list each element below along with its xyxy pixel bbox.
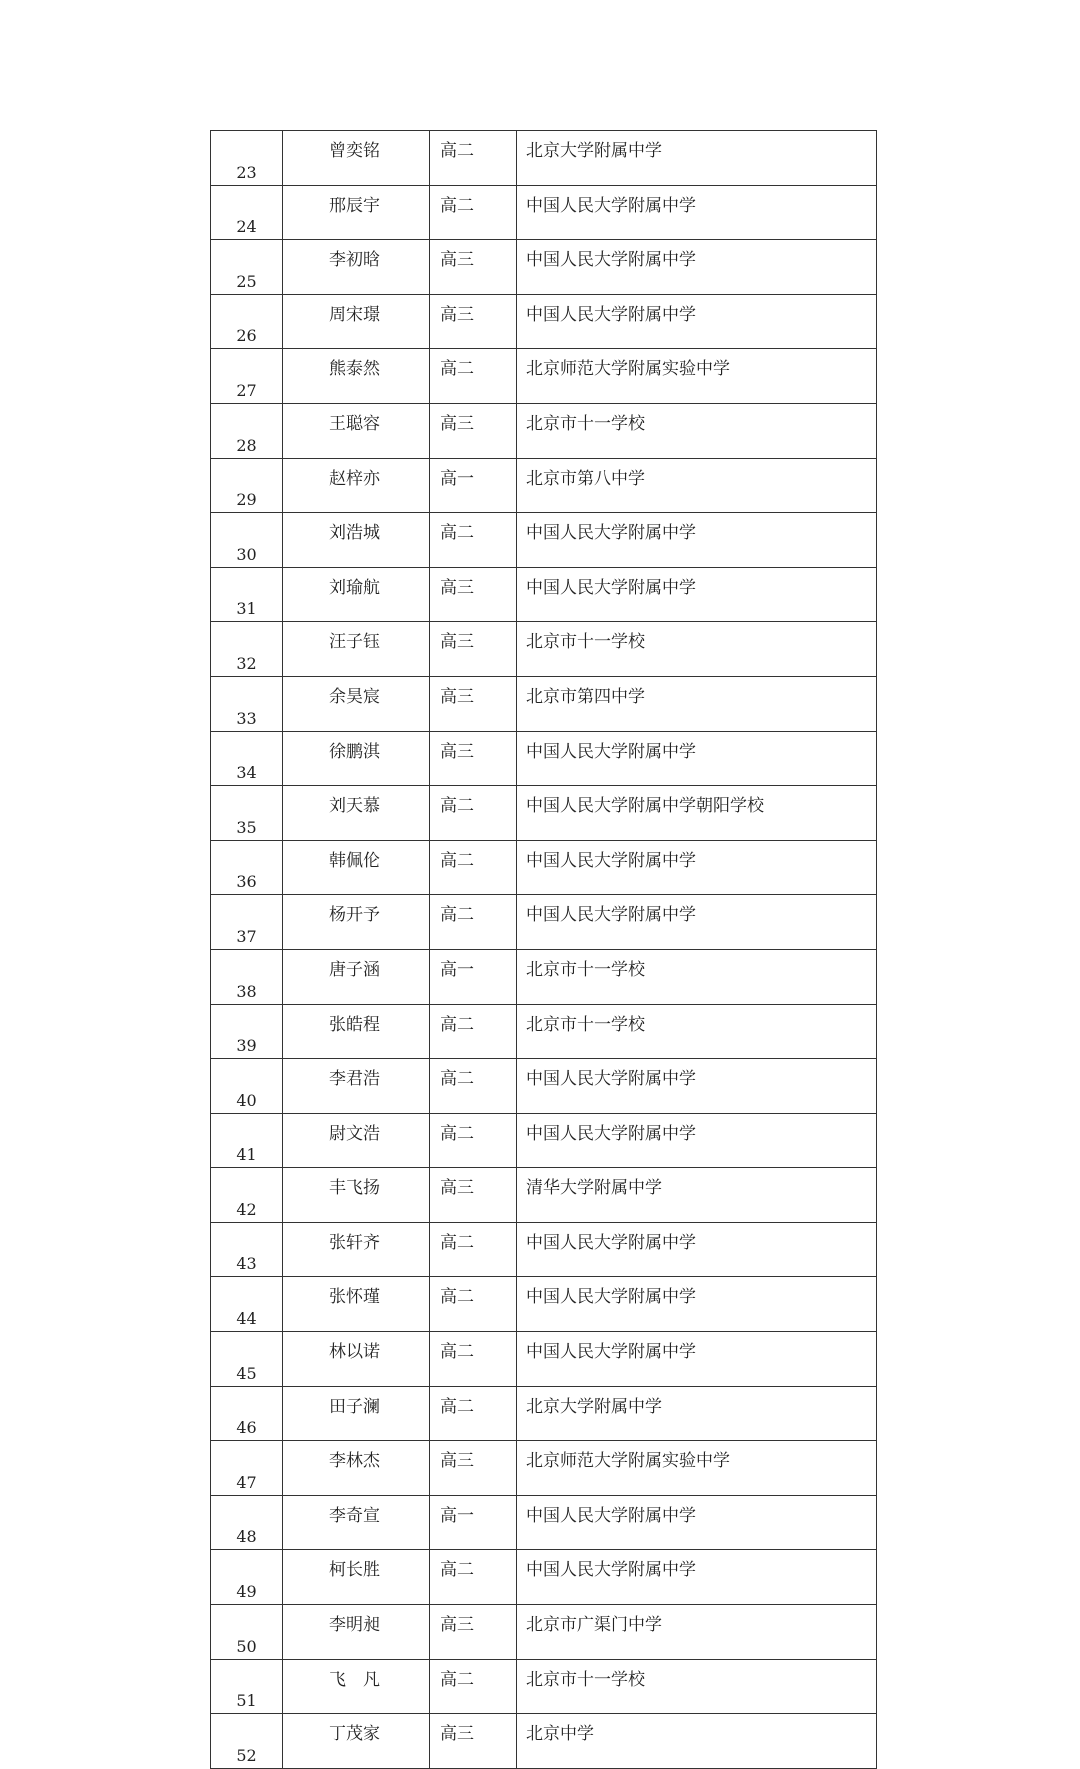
school-name: 中国人民大学附属中学: [517, 895, 877, 950]
table-row: [211, 1059, 877, 1114]
grade-level: 高三: [430, 403, 517, 458]
row-number: 23: [211, 131, 283, 186]
student-name: 杨开予: [283, 895, 430, 950]
student-name: 李初晗: [283, 240, 430, 295]
student-name: 张轩齐: [283, 1222, 430, 1277]
grade-level: 高二: [430, 1222, 517, 1277]
school-name: 北京市十一学校: [517, 949, 877, 1004]
table-row: [211, 185, 877, 240]
school-name: 中国人民大学附属中学: [517, 1222, 877, 1277]
row-number: 32: [211, 622, 283, 677]
school-name: 中国人民大学附属中学: [517, 185, 877, 240]
student-name: 张皓程: [283, 1004, 430, 1059]
row-number: 24: [211, 185, 283, 240]
school-name: 北京师范大学附属实验中学: [517, 349, 877, 404]
table-row: [211, 1222, 877, 1277]
student-name: 丰飞扬: [283, 1168, 430, 1223]
grade-level: 高三: [430, 567, 517, 622]
school-name: 中国人民大学附属中学: [517, 294, 877, 349]
student-name: 周宋璟: [283, 294, 430, 349]
table-row: [211, 676, 877, 731]
table-row: [211, 349, 877, 404]
row-number: 30: [211, 513, 283, 568]
student-name: 熊泰然: [283, 349, 430, 404]
school-name: 北京市广渠门中学: [517, 1605, 877, 1660]
table-row: [211, 840, 877, 895]
row-number: 25: [211, 240, 283, 295]
student-name: 田子澜: [283, 1386, 430, 1441]
row-number: 35: [211, 786, 283, 841]
grade-level: 高二: [430, 786, 517, 841]
grade-level: 高三: [430, 622, 517, 677]
grade-level: 高二: [430, 513, 517, 568]
table-row: [211, 1714, 877, 1769]
student-name: 张怀瑾: [283, 1277, 430, 1332]
grade-level: 高三: [430, 1168, 517, 1223]
table-row: [211, 1441, 877, 1496]
roster-table-body: [211, 131, 877, 1769]
student-name: 徐鹏淇: [283, 731, 430, 786]
row-number: 42: [211, 1168, 283, 1223]
table-row: [211, 1277, 877, 1332]
row-number: 37: [211, 895, 283, 950]
row-number: 43: [211, 1222, 283, 1277]
row-number: 34: [211, 731, 283, 786]
grade-level: 高二: [430, 1004, 517, 1059]
student-name: 尉文浩: [283, 1113, 430, 1168]
grade-level: 高三: [430, 731, 517, 786]
grade-level: 高二: [430, 1550, 517, 1605]
row-number: 51: [211, 1659, 283, 1714]
school-name: 北京市十一学校: [517, 1004, 877, 1059]
student-name: 李君浩: [283, 1059, 430, 1114]
grade-level: 高二: [430, 895, 517, 950]
student-name: 曾奕铭: [283, 131, 430, 186]
grade-level: 高二: [430, 1386, 517, 1441]
row-number: 50: [211, 1605, 283, 1660]
school-name: 中国人民大学附属中学: [517, 567, 877, 622]
grade-level: 高二: [430, 840, 517, 895]
school-name: 北京市第四中学: [517, 676, 877, 731]
grade-level: 高三: [430, 1714, 517, 1769]
table-row: [211, 1004, 877, 1059]
school-name: 北京大学附属中学: [517, 1386, 877, 1441]
grade-level: 高一: [430, 458, 517, 513]
table-row: [211, 622, 877, 677]
grade-level: 高二: [430, 1659, 517, 1714]
grade-level: 高二: [430, 1059, 517, 1114]
student-name: 林以诺: [283, 1332, 430, 1387]
table-row: [211, 240, 877, 295]
student-name: 丁茂家: [283, 1714, 430, 1769]
student-name: 飞 凡: [283, 1659, 430, 1714]
row-number: 47: [211, 1441, 283, 1496]
student-name: 邢辰宇: [283, 185, 430, 240]
school-name: 北京市十一学校: [517, 403, 877, 458]
grade-level: 高三: [430, 1605, 517, 1660]
grade-level: 高二: [430, 131, 517, 186]
school-name: 北京大学附属中学: [517, 131, 877, 186]
row-number: 27: [211, 349, 283, 404]
grade-level: 高一: [430, 1495, 517, 1550]
table-row: [211, 1659, 877, 1714]
school-name: 中国人民大学附属中学朝阳学校: [517, 786, 877, 841]
student-name: 韩佩伦: [283, 840, 430, 895]
school-name: 北京中学: [517, 1714, 877, 1769]
grade-level: 高三: [430, 1441, 517, 1496]
school-name: 北京师范大学附属实验中学: [517, 1441, 877, 1496]
row-number: 41: [211, 1113, 283, 1168]
table-row: [211, 131, 877, 186]
grade-level: 高一: [430, 949, 517, 1004]
school-name: 中国人民大学附属中学: [517, 1550, 877, 1605]
school-name: 中国人民大学附属中学: [517, 1113, 877, 1168]
student-name: 余昊宸: [283, 676, 430, 731]
table-row: [211, 895, 877, 950]
school-name: 北京市十一学校: [517, 622, 877, 677]
grade-level: 高二: [430, 1113, 517, 1168]
school-name: 中国人民大学附属中学: [517, 1495, 877, 1550]
student-name: 李明昶: [283, 1605, 430, 1660]
student-name: 李奇宣: [283, 1495, 430, 1550]
row-number: 48: [211, 1495, 283, 1550]
school-name: 中国人民大学附属中学: [517, 731, 877, 786]
school-name: 北京市第八中学: [517, 458, 877, 513]
table-row: [211, 1332, 877, 1387]
row-number: 36: [211, 840, 283, 895]
student-name: 刘瑜航: [283, 567, 430, 622]
row-number: 31: [211, 567, 283, 622]
grade-level: 高二: [430, 1332, 517, 1387]
row-number: 38: [211, 949, 283, 1004]
grade-level: 高三: [430, 294, 517, 349]
row-number: 39: [211, 1004, 283, 1059]
student-name: 汪子钰: [283, 622, 430, 677]
table-row: [211, 1113, 877, 1168]
student-name: 赵梓亦: [283, 458, 430, 513]
row-number: 28: [211, 403, 283, 458]
row-number: 49: [211, 1550, 283, 1605]
grade-level: 高二: [430, 185, 517, 240]
roster-table: [210, 130, 877, 1769]
row-number: 29: [211, 458, 283, 513]
table-row: [211, 513, 877, 568]
row-number: 44: [211, 1277, 283, 1332]
grade-level: 高二: [430, 349, 517, 404]
row-number: 26: [211, 294, 283, 349]
table-row: [211, 1386, 877, 1441]
table-row: [211, 786, 877, 841]
grade-level: 高二: [430, 1277, 517, 1332]
row-number: 33: [211, 676, 283, 731]
student-name: 李林杰: [283, 1441, 430, 1496]
student-name: 王聪容: [283, 403, 430, 458]
table-row: [211, 294, 877, 349]
student-name: 唐子涵: [283, 949, 430, 1004]
table-row: [211, 1605, 877, 1660]
school-name: 北京市十一学校: [517, 1659, 877, 1714]
table-row: [211, 567, 877, 622]
school-name: 中国人民大学附属中学: [517, 1277, 877, 1332]
row-number: 52: [211, 1714, 283, 1769]
student-name: 柯长胜: [283, 1550, 430, 1605]
school-name: 中国人民大学附属中学: [517, 1332, 877, 1387]
student-name: 刘浩城: [283, 513, 430, 568]
row-number: 40: [211, 1059, 283, 1114]
table-row: [211, 1550, 877, 1605]
row-number: 46: [211, 1386, 283, 1441]
school-name: 中国人民大学附属中学: [517, 240, 877, 295]
school-name: 中国人民大学附属中学: [517, 1059, 877, 1114]
table-row: [211, 403, 877, 458]
table-row: [211, 1168, 877, 1223]
school-name: 清华大学附属中学: [517, 1168, 877, 1223]
table-row: [211, 731, 877, 786]
row-number: 45: [211, 1332, 283, 1387]
school-name: 中国人民大学附属中学: [517, 513, 877, 568]
school-name: 中国人民大学附属中学: [517, 840, 877, 895]
table-row: [211, 1495, 877, 1550]
student-name: 刘天慕: [283, 786, 430, 841]
grade-level: 高三: [430, 676, 517, 731]
grade-level: 高三: [430, 240, 517, 295]
table-row: [211, 949, 877, 1004]
table-row: [211, 458, 877, 513]
